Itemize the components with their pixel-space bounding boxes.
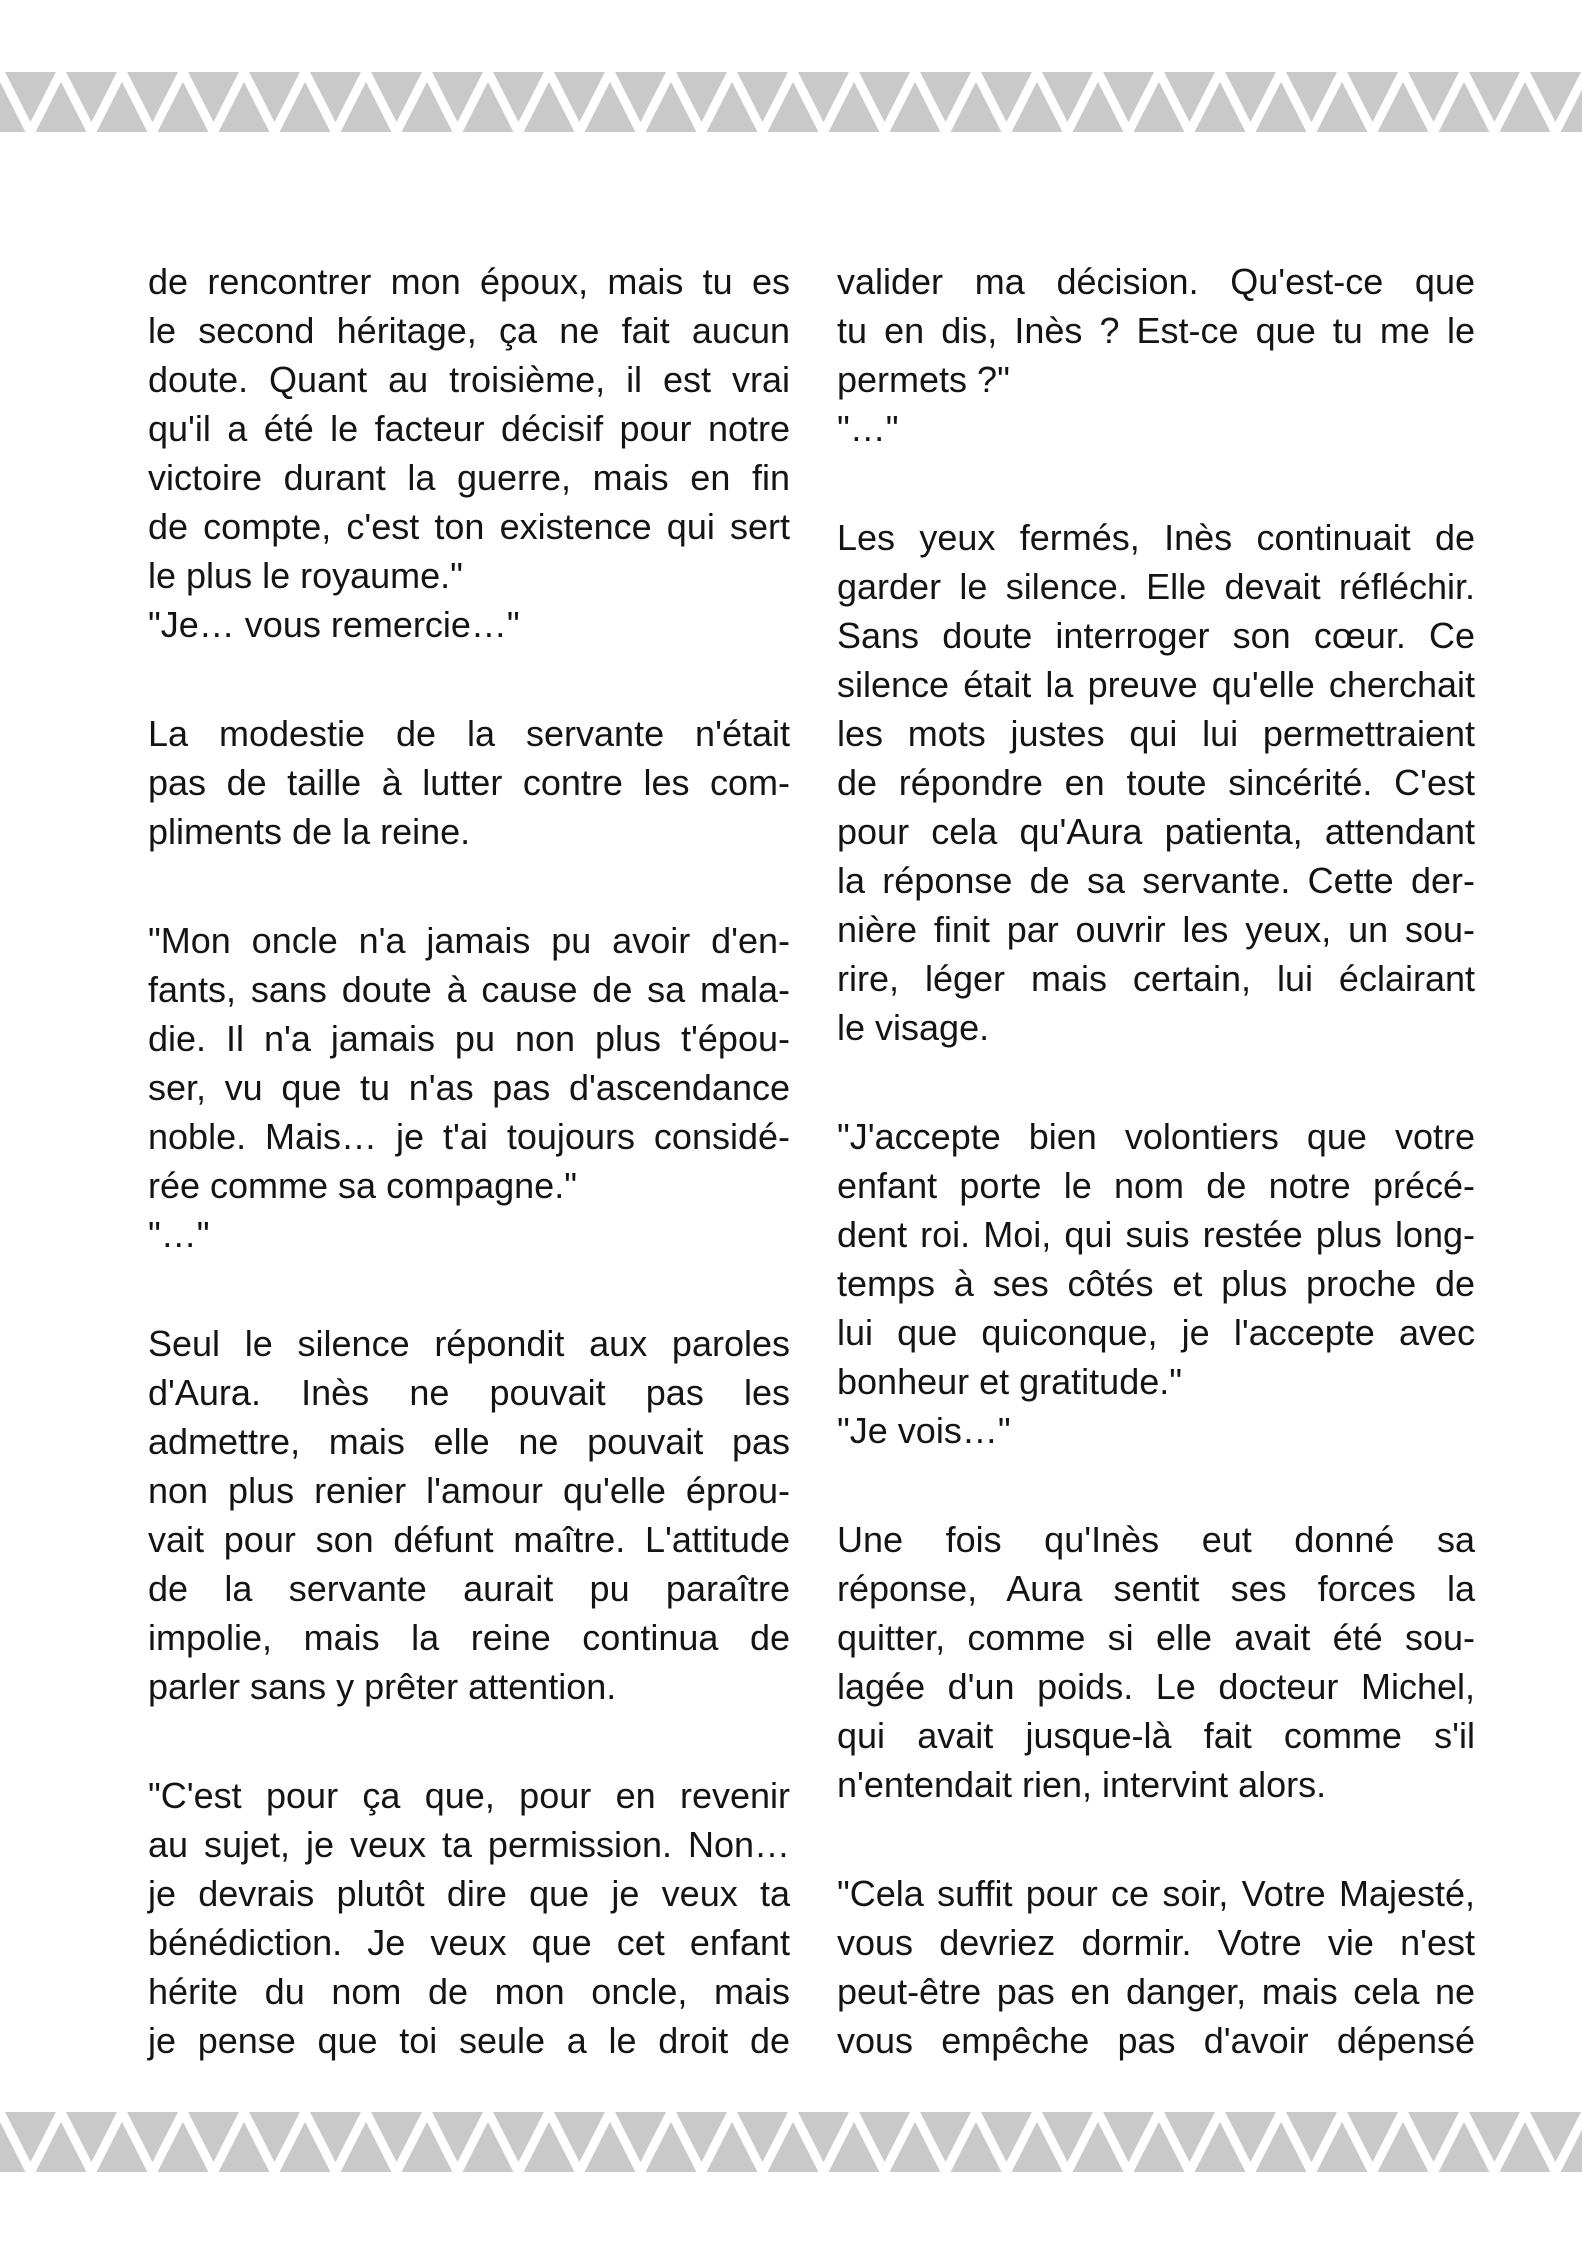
text-line: garder le silence. Elle devait réfléchir. [837, 566, 1475, 607]
text-line: bonheur et gratitude." [837, 1361, 1183, 1402]
triangle-border-top-decoration [0, 72, 1582, 132]
text-line: pas de taille à lutter contre les com- [148, 762, 790, 803]
text-line: de la servante aurait pu paraître [148, 1568, 790, 1609]
text-line: ser, vu que tu n'as pas d'ascendance [148, 1067, 790, 1108]
paragraph [148, 257, 790, 600]
text-line: admettre, mais elle ne pouvait pas [148, 1421, 790, 1462]
text-line: réponse, Aura sentit ses forces la [837, 1568, 1475, 1609]
text-line: vait pour son défunt maître. L'attitude [148, 1519, 790, 1560]
text-line: permets ?" [837, 359, 1010, 400]
text-line: les mots justes qui lui permettraient [837, 713, 1475, 754]
text-line: dent roi. Moi, qui suis restée plus long- [837, 1214, 1475, 1255]
text-line: "Je… vous remercie…" [148, 604, 520, 645]
text-line: de rencontrer mon époux, mais tu es [148, 261, 790, 302]
text-line: "J'accepte bien volontiers que votre [837, 1116, 1475, 1157]
text-line: lui que quiconque, je l'accepte avec [837, 1312, 1475, 1353]
text-line: vous empêche pas d'avoir dépensé [837, 2020, 1475, 2061]
text-line: Les yeux fermés, Inès continuait de [837, 517, 1475, 558]
text-line: Une fois qu'Inès eut donné sa [837, 1519, 1475, 1560]
text-line: nière finit par ouvrir les yeux, un sou- [837, 909, 1475, 950]
text-line: "Mon oncle n'a jamais pu avoir d'en- [148, 920, 790, 961]
text-line: le second héritage, ça ne fait aucun [148, 310, 790, 351]
text-line: qu'il a été le facteur décisif pour notre [148, 408, 790, 449]
paragraph [837, 257, 1475, 404]
text-line: "…" [148, 1214, 210, 1255]
text-column-left [148, 257, 790, 2065]
text-line: de répondre en toute sincérité. C'est [837, 762, 1475, 803]
text-line: le plus le royaume." [148, 555, 463, 596]
text-line: victoire durant la guerre, mais en fin [148, 457, 790, 498]
text-line: temps à ses côtés et plus proche de [837, 1263, 1475, 1304]
text-line: fants, sans doute à cause de sa mala- [148, 969, 790, 1010]
paragraph [148, 1319, 790, 1711]
text-line: Seul le silence répondit aux paroles [148, 1323, 790, 1364]
text-line: vous devriez dormir. Votre vie n'est [837, 1922, 1475, 1963]
text-line: quitter, comme si elle avait été sou- [837, 1617, 1475, 1658]
text-line: hérite du nom de mon oncle, mais [148, 1971, 790, 2012]
text-line: "Je vois…" [837, 1410, 1011, 1451]
paragraph [837, 404, 1475, 453]
paragraph [148, 1771, 790, 2065]
text-line: n'entendait rien, intervint alors. [837, 1764, 1327, 1805]
text-line: La modestie de la servante n'était [148, 713, 790, 754]
text-line: enfant porte le nom de notre précé- [837, 1165, 1475, 1206]
text-line: "C'est pour ça que, pour en revenir [148, 1775, 790, 1816]
text-line: pour cela qu'Aura patienta, attendant [837, 811, 1475, 852]
text-line: au sujet, je veux ta permission. Non… [148, 1824, 790, 1865]
text-line: tu en dis, Inès ? Est-ce que tu me le [837, 310, 1475, 351]
text-line: rée comme sa compagne." [148, 1165, 577, 1206]
text-line: je devrais plutôt dire que je veux ta [148, 1873, 790, 1914]
text-line: la réponse de sa servante. Cette der- [837, 860, 1475, 901]
text-line: qui avait jusque-là fait comme s'il [837, 1715, 1475, 1756]
text-line: doute. Quant au troisième, il est vrai [148, 359, 790, 400]
paragraph [148, 916, 790, 1210]
text-line: peut-être pas en danger, mais cela ne [837, 1971, 1475, 2012]
text-line: non plus renier l'amour qu'elle éprou- [148, 1470, 790, 1511]
text-line: noble. Mais… je t'ai toujours considé- [148, 1116, 790, 1157]
text-line: de compte, c'est ton existence qui sert [148, 506, 790, 547]
paragraph [148, 600, 790, 649]
paragraph [837, 1869, 1475, 2065]
text-line: pliments de la reine. [148, 811, 471, 852]
text-line: "…" [837, 408, 899, 449]
paragraph [837, 1515, 1475, 1809]
text-line: valider ma décision. Qu'est-ce que [837, 261, 1475, 302]
text-line: bénédiction. Je veux que cet enfant [148, 1922, 790, 1963]
paragraph [837, 513, 1475, 1052]
text-line: je pense que toi seule a le droit de [148, 2020, 790, 2061]
text-line: lagée d'un poids. Le docteur Michel, [837, 1666, 1475, 1707]
text-line: rire, léger mais certain, lui éclairant [837, 958, 1475, 999]
paragraph [837, 1406, 1475, 1455]
text-line: silence était la preuve qu'elle cherchait [837, 664, 1475, 705]
text-line: Sans doute interroger son cœur. Ce [837, 615, 1475, 656]
text-line: die. Il n'a jamais pu non plus t'épou- [148, 1018, 790, 1059]
text-line: d'Aura. Inès ne pouvait pas les [148, 1372, 790, 1413]
paragraph [148, 709, 790, 856]
text-column-right [837, 257, 1475, 2065]
triangle-border-bottom-decoration [0, 2112, 1582, 2172]
text-line: "Cela suffit pour ce soir, Votre Majesté, [837, 1873, 1475, 1914]
paragraph [148, 1210, 790, 1259]
text-line: le visage. [837, 1007, 990, 1048]
text-line: impolie, mais la reine continua de [148, 1617, 790, 1658]
paragraph [837, 1112, 1475, 1406]
text-line: parler sans y prêter attention. [148, 1666, 617, 1707]
